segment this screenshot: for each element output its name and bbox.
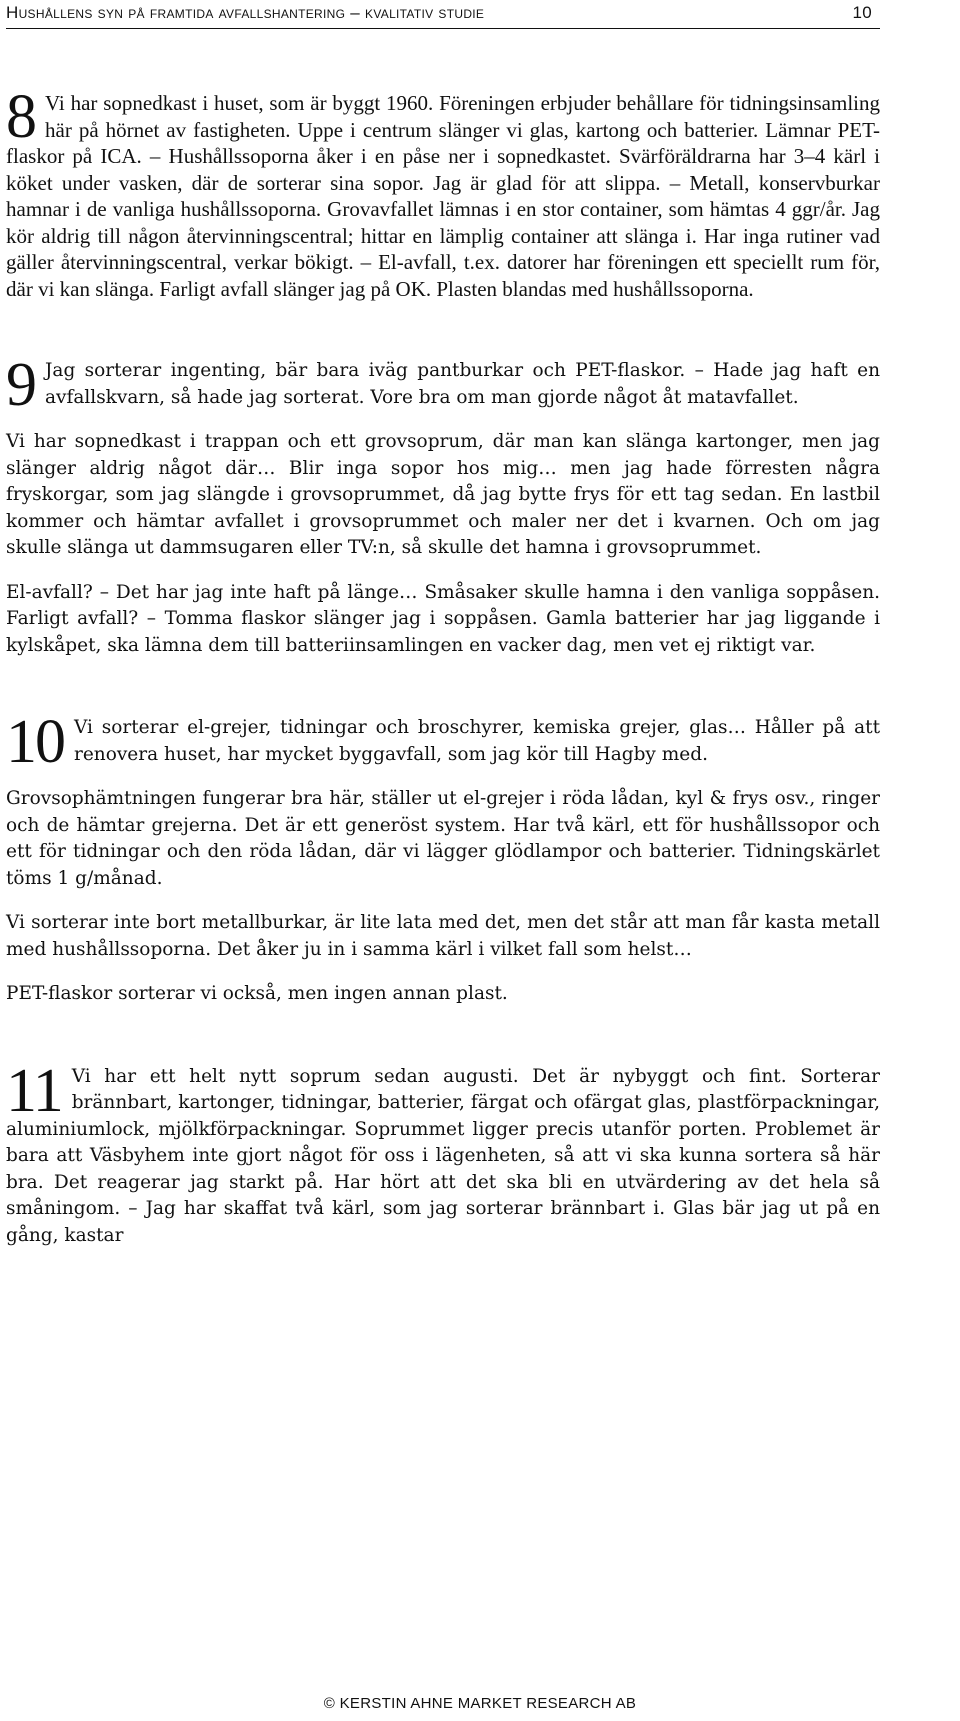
entry-number: 10 bbox=[6, 708, 64, 776]
entry-paragraph: Jag sorterar ingenting, bär bara iväg pantburkar och PET-flaskor. – Hade jag haft en avfallskvarn, så hade jag sorterat. Vore bra om man gjorde något åt matavfallet. bbox=[45, 360, 880, 408]
entry-paragraph: Grovsophämtningen fungerar bra här, ställer ut el-grejer i röda lådan, kyl & frys osv., ringer och de hämtar grejerna. Det är ett generöst system. Har två kärl, ett för hushållssopor och ett för tidningar och den röda lådan, där vi lägger glödlampor och batterier. Tidningskärlet töms 1 g/månad. bbox=[6, 788, 880, 889]
entry-number: 8 bbox=[6, 83, 35, 151]
page-footer bbox=[0, 1695, 960, 1712]
entry-paragraph: Vi har sopnedkast i trappan och ett grovsoprum, där man kan slänga kartonger, men jag slänger aldrig något där… Blir inga sopor hos mig… men jag hade förresten några fryskorgar, som jag slängde i grovsoprummet, då jag bytte frys för ett tag sedan. En lastbil kommer och hämtar avfallet i grovsoprummet och maler ner det i kvarnen. Och om jag skulle slänga ut dammsugaren eller TV:n, så skulle det hamna i grovsoprummet. bbox=[6, 431, 880, 558]
page-number: 10 bbox=[852, 3, 872, 22]
entry-paragraph: Vi sorterar el-grejer, tidningar och broschyrer, kemiska grejer, glas… Håller på att renovera huset, har mycket byggavfall, som jag kör till Hagby med. bbox=[74, 717, 880, 765]
header-title: Hushållens syn på framtida avfallshantering – kvalitativ studie bbox=[6, 3, 485, 22]
interview-entry-10 bbox=[6, 708, 880, 1008]
entry-number: 11 bbox=[6, 1056, 62, 1125]
interview-entry-8 bbox=[6, 83, 880, 302]
interview-entry-9 bbox=[6, 351, 880, 659]
page-header bbox=[6, 0, 880, 29]
entry-paragraph: El-avfall? – Det har jag inte haft på länge… Småsaker skulle hamna i den vanliga soppåsen. Farligt avfall? – Tomma flaskor slänger jag i soppåsen. Gamla batterier har jag liggande i kylskåpet, ska lämna dem till batteriinsamlingen en vacker dag, men vet ej riktigt var. bbox=[6, 581, 880, 656]
footer-copyright: © KERSTIN AHNE MARKET RESEARCH AB bbox=[323, 1695, 637, 1712]
entry-paragraph: Vi har sopnedkast i huset, som är byggt 1960. Föreningen erbjuder behållare för tidningsinsamling här på hörnet av fastigheten. Uppe i centrum slänger vi glas, kartong och batterier. Lämnar PET-flaskor på ICA. – Hushållssoporna åker i en påse ner i sopnedkastet. Svärföräldrarna har 3–4 kärl i köket under vasken, där de sorterar sina sopor. Jag är glad för att slippa. – Metall, konservburkar hamnar i de vanliga hushållssoporna. Grovavfallet lämnas i en stor container, som hämtas 4 ggr/år. Jag kör aldrig till någon återvinningscentral; hittar en lämplig container att slänga i. Har inga rutiner vad gäller återvinningscentral, verkar bökigt. – El-avfall, t.ex. datorer har föreningen ett speciellt rum för, där vi kan slänga. Farligt avfall slänger jag på OK. Plasten blandas med hushållssoporna. bbox=[6, 91, 880, 301]
entry-paragraph: Vi sorterar inte bort metallburkar, är lite lata med det, men det står att man får kasta metall med hushållssoporna. Det åker ju in i samma kärl i vilket fall som helst… bbox=[6, 912, 880, 960]
entry-number: 9 bbox=[6, 351, 35, 419]
interview-entry-11 bbox=[6, 1056, 880, 1250]
entry-paragraph: Vi har ett helt nytt soprum sedan augusti. Det är nybyggt och fint. Sorterar brännbart, kartonger, tidningar, batterier, färgat och ofärgat glas, plastförpackningar, aluminiumlock, mjölkförpackningar. Soprummet ligger precis utanför porten. Problemet är bara att Väsbyhem inte gjort något för oss i lägenheten, så att vi ska kunna sortera så här bra. Det reagerar jag starkt på. Har hört att det ska bli en utvärdering av det hela så småningom. – Jag har skaffat två kärl, som jag sorterar brännbart i. Glas bär jag ut på en gång, kastar bbox=[6, 1065, 880, 1246]
document-body bbox=[6, 83, 880, 1249]
entry-paragraph: PET-flaskor sorterar vi också, men ingen annan plast. bbox=[6, 983, 508, 1004]
